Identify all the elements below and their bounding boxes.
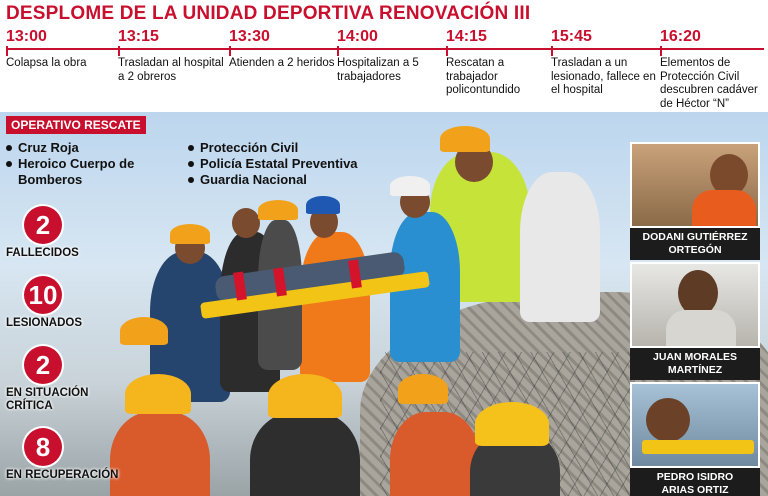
hardhat-icon (170, 224, 210, 244)
timeline-event (6, 28, 114, 71)
stat-number: 2 (24, 346, 62, 384)
victim-photo (630, 142, 760, 228)
stat-number: 8 (24, 428, 62, 466)
rescuer-figure (300, 232, 370, 382)
timeline-time: 15:45 (551, 28, 592, 45)
timeline-time: 13:00 (6, 28, 47, 45)
list-item: Policía Estatal Preventiva (188, 156, 358, 172)
firefighter-helmet-icon (475, 402, 549, 446)
bullet-icon (188, 161, 194, 167)
hardhat-icon (258, 200, 298, 220)
list-item: Guardia Nacional (188, 172, 358, 188)
stat-label: EN SITUACIÓN CRÍTICA (6, 387, 89, 412)
timeline-text: Hospitalizan a 5 trabajadores (337, 57, 419, 83)
victim-name: JUAN MORALES MARTÍNEZ (630, 348, 760, 380)
stat-number: 2 (24, 206, 62, 244)
header-timeline (0, 0, 768, 112)
victim-card (630, 142, 760, 260)
hardhat-icon (440, 126, 490, 152)
hardhat-icon (390, 176, 430, 196)
victim-photo (630, 382, 760, 468)
timeline-text: Elementos de Protección Civil descubren cadáver de Héctor “N” (660, 57, 758, 110)
list-item: Cruz Roja (6, 140, 134, 156)
firefighter-helmet-icon (268, 374, 342, 418)
stat-lesionados (6, 276, 126, 330)
stat-label: LESIONADOS (6, 317, 83, 329)
victim-photo (630, 262, 760, 348)
stat-critica (6, 346, 126, 413)
stat-label: FALLECIDOS (6, 247, 79, 259)
timeline-event (551, 28, 659, 98)
timeline-text: Trasladan al hospital a 2 obreros (118, 57, 224, 83)
timeline-event (446, 28, 554, 98)
timeline-text: Atienden a 2 heridos (229, 57, 335, 69)
bullet-icon (6, 161, 12, 167)
bullet-icon (188, 177, 194, 183)
timeline-text: Colapsa la obra (6, 57, 87, 69)
victim-name: DODANI GUTIÉRREZ ORTEGÓN (630, 228, 760, 260)
agencies-list-right (188, 140, 358, 188)
timeline-event (660, 28, 768, 111)
timeline-text: Trasladan a un lesionado, fallece en el hospital (551, 57, 656, 96)
timeline-text: Rescatan a trabajador policontundido (446, 57, 521, 96)
firefighter-figure (390, 412, 480, 496)
victim-card (630, 262, 760, 380)
agencies-list-left (6, 140, 134, 188)
stat-label: EN RECUPERACIÓN (6, 469, 119, 481)
stat-fallecidos (6, 206, 126, 260)
timeline-time: 13:30 (229, 28, 270, 45)
timeline-event (337, 28, 445, 84)
victim-name: PEDRO ISIDRO ARIAS ORTIZ (630, 468, 760, 496)
list-item: Bomberos (18, 172, 83, 187)
timeline-event (118, 28, 226, 84)
firefighter-helmet-icon (125, 374, 191, 414)
page-title: DESPLOME DE LA UNIDAD DEPORTIVA RENOVACIÓN III (6, 3, 531, 24)
firefighter-figure (250, 412, 360, 496)
hardhat-icon (398, 374, 448, 404)
list-item: Heroico Cuerpo de (6, 156, 134, 172)
timeline-event (229, 28, 337, 71)
timeline-time: 16:20 (660, 28, 701, 45)
hardhat-icon (120, 317, 168, 345)
timeline-time: 14:00 (337, 28, 378, 45)
stat-recuperacion (6, 428, 126, 482)
bullet-icon (6, 145, 12, 151)
stat-number: 10 (24, 276, 62, 314)
list-item: Protección Civil (188, 140, 358, 156)
victim-card (630, 382, 760, 496)
hardhat-icon (306, 196, 340, 214)
timeline-time: 13:15 (118, 28, 159, 45)
bullet-icon (188, 145, 194, 151)
timeline-time: 14:15 (446, 28, 487, 45)
rescuer-figure (520, 172, 600, 322)
operativo-label: OPERATIVO RESCATE (6, 116, 146, 134)
